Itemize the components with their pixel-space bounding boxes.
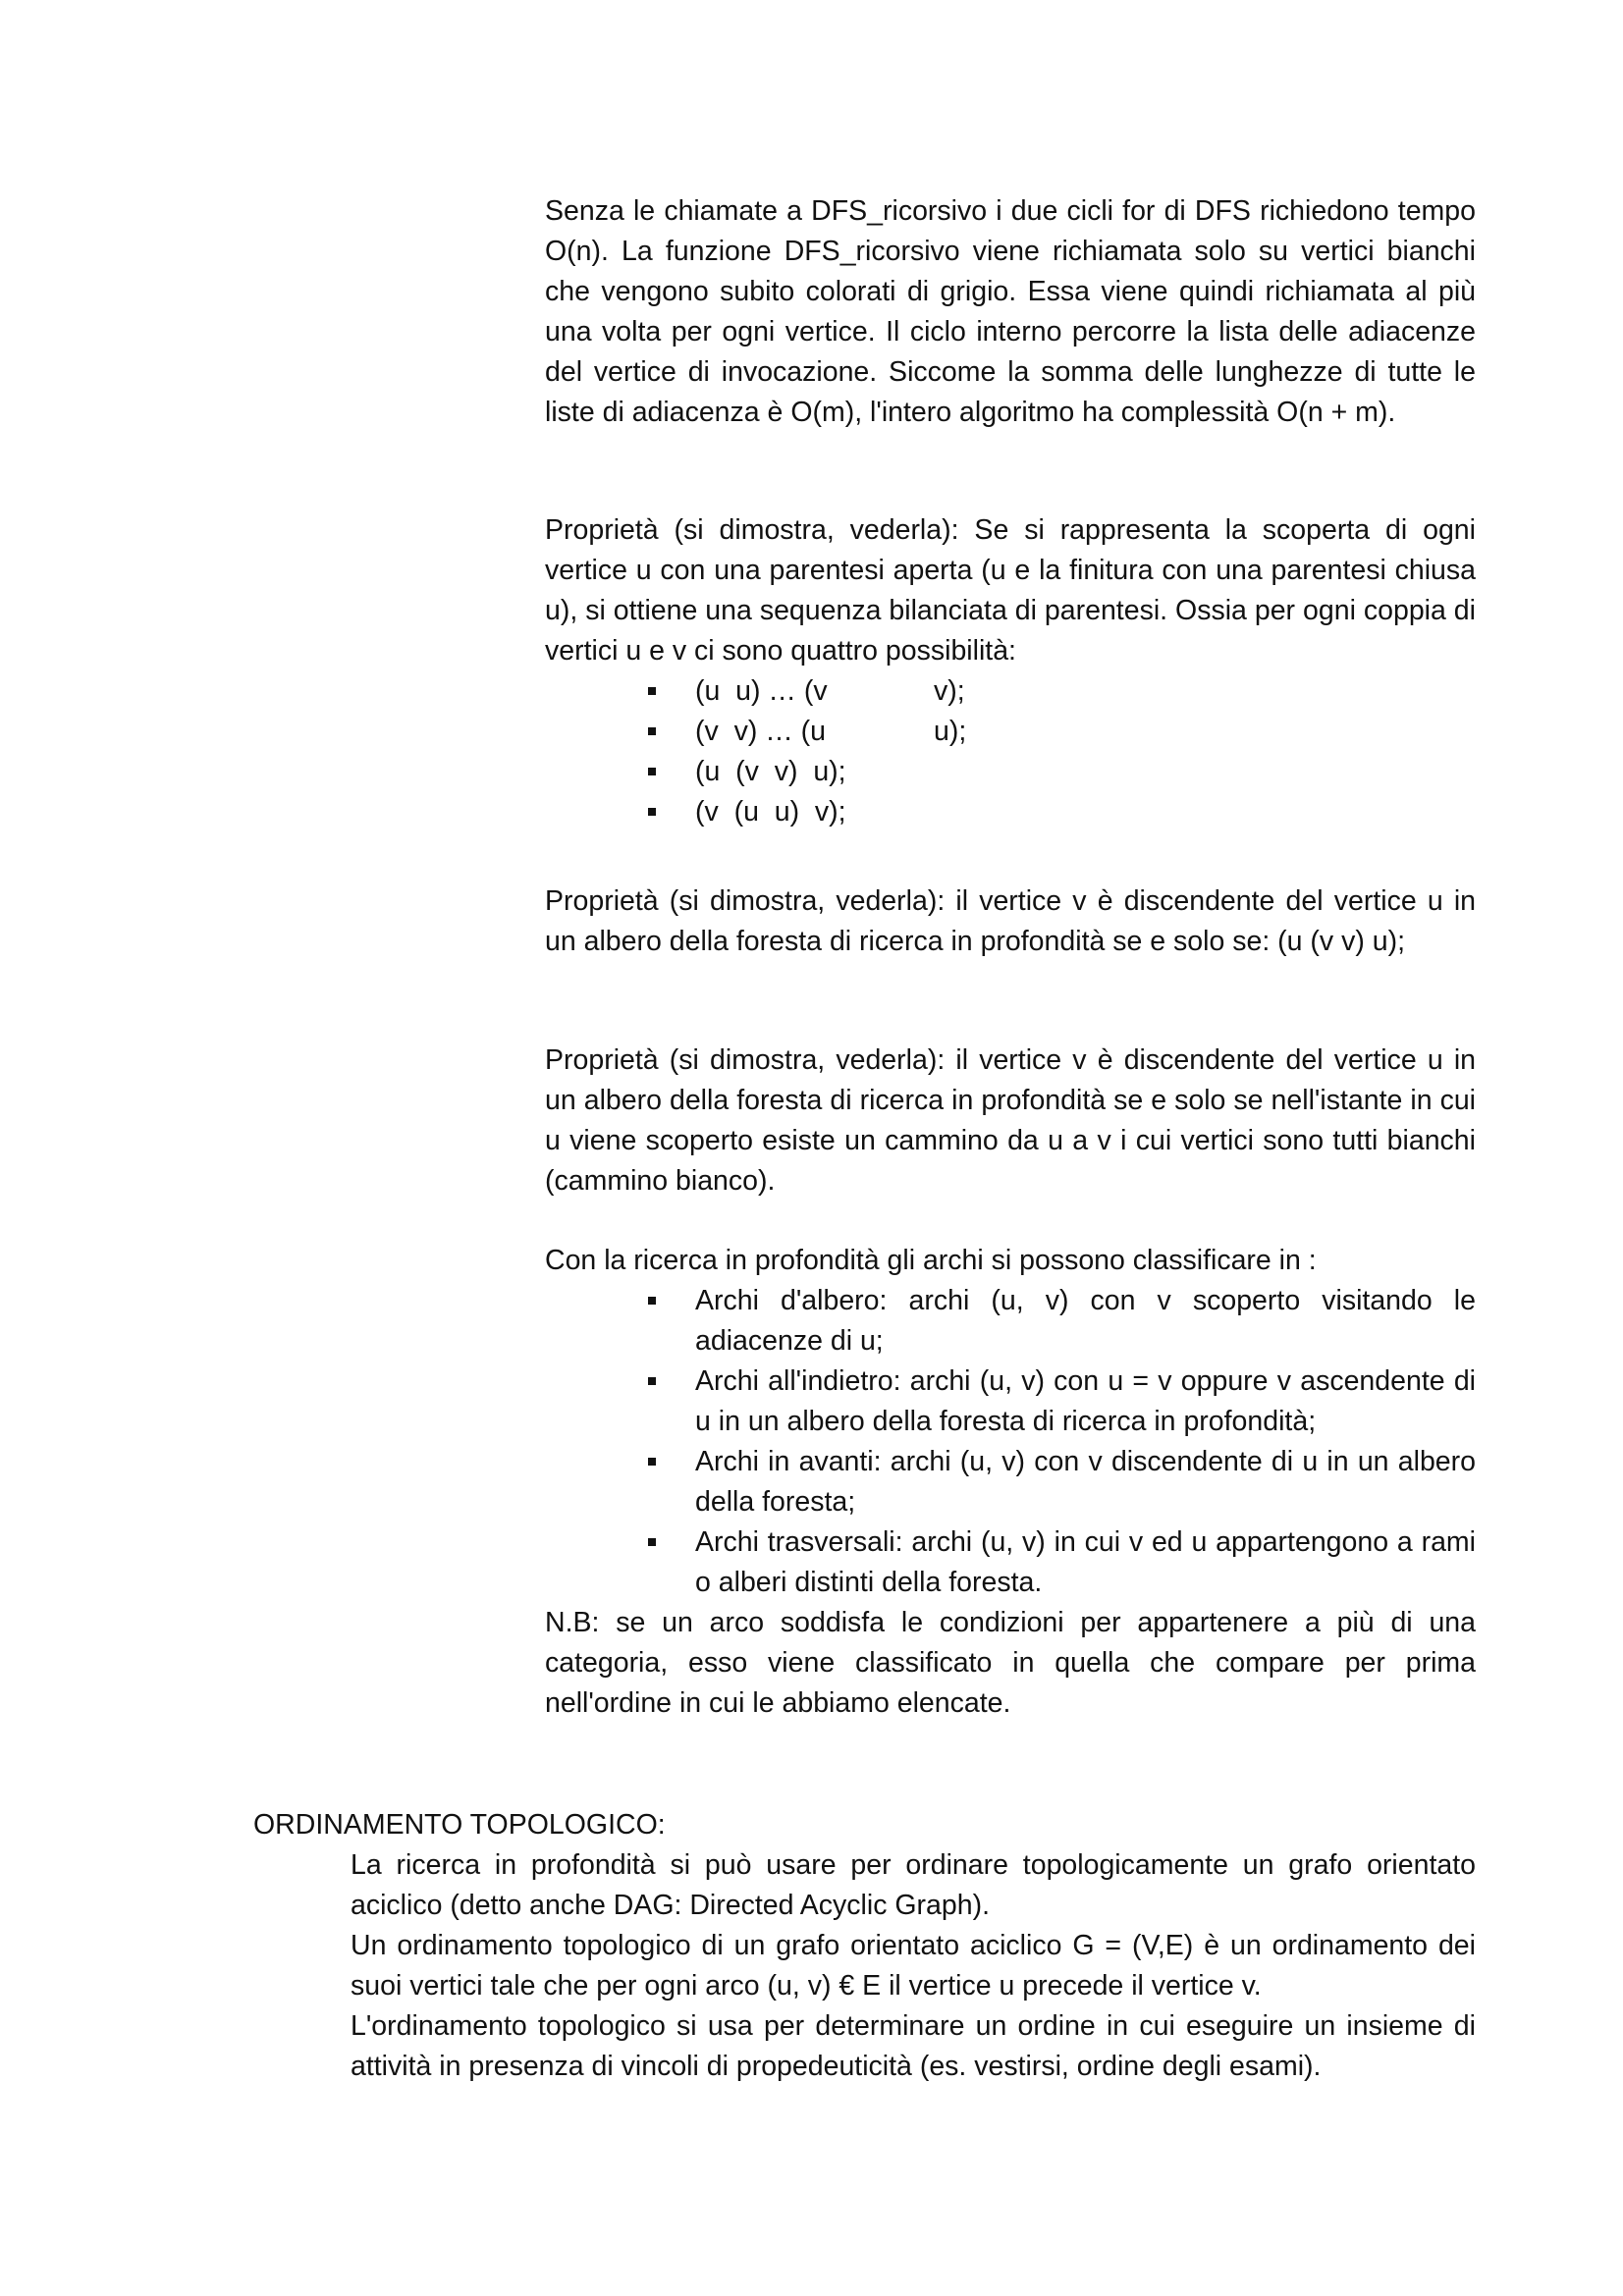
square-bullet-icon bbox=[648, 1458, 656, 1466]
square-bullet-icon bbox=[648, 1377, 656, 1385]
paragraph-text: Proprietà (si dimostra, vederla): Se si rappresenta la scoperta di ogni vertice u con una parentesi aperta (u e la finitura con una parentesi chiusa u), si ottiene una sequenza bilanciata di parentesi. Ossia per ogni coppia di vertici u e v ci sono quattro possibilità: bbox=[545, 514, 1476, 667]
list-item bbox=[545, 1442, 1476, 1522]
list-item bbox=[545, 1281, 1476, 1362]
paragraph-parenthesis-property bbox=[545, 510, 1476, 832]
list-item bbox=[545, 752, 1476, 792]
paragraph-text: Senza le chiamate a DFS_ricorsivo i due cicli for di DFS richiedono tempo O(n). La funzione DFS_ricorsivo viene richiamata solo su vertici bianchi che vengono subito colorati di grigio. Essa viene quindi richiamata al più una volta per ogni vertice. Il ciclo interno percorre la lista delle adiacenze del vertice di invocazione. Siccome la somma delle lunghezze di tutte le liste di adiacenza è O(m), l'intero algoritmo ha complessità O(n + m). bbox=[545, 195, 1476, 428]
list-item bbox=[545, 1522, 1476, 1603]
parenthesis-cases-list bbox=[545, 671, 1476, 832]
topological-sort-section bbox=[351, 1845, 1476, 2087]
paren-seq-a: (u (v v) u); bbox=[695, 756, 846, 787]
paren-seq-a: (v v) … (u bbox=[695, 716, 826, 747]
paragraph-white-path-property bbox=[545, 1041, 1476, 1201]
nb-note: N.B: se un arco soddisfa le condizioni per appartenere a più di una categoria, esso viene classificato in quella che compare per prima nell'ordine in cui le abbiamo elencate. bbox=[545, 1607, 1476, 1719]
list-item-text: Archi all'indietro: archi (u, v) con u = v oppure v ascendente di u in un albero della foresta di ricerca in profondità; bbox=[695, 1365, 1476, 1437]
paragraph-text: La ricerca in profondità si può usare per ordinare topologicamente un grafo orientato aciclico (detto anche DAG: Directed Acyclic Graph). bbox=[351, 1849, 1476, 1921]
paragraph-text: Un ordinamento topologico di un grafo orientato aciclico G = (V,E) è un ordinamento dei suoi vertici tale che per ogni arco (u, v) € E il vertice u precede il vertice v. bbox=[351, 1930, 1476, 2002]
paren-seq-a: (v (u u) v); bbox=[695, 796, 846, 828]
section-heading: ORDINAMENTO TOPOLOGICO: bbox=[253, 1809, 666, 1841]
square-bullet-icon bbox=[648, 768, 656, 775]
paragraph-edge-classification bbox=[545, 1241, 1476, 1724]
paragraph-complexity bbox=[545, 191, 1476, 433]
paren-seq-b: u); bbox=[934, 716, 967, 747]
paragraph-descendant-property bbox=[545, 881, 1476, 962]
paragraph-text: Proprietà (si dimostra, vederla): il vertice v è discendente del vertice u in un albero della foresta di ricerca in profondità se e solo se: (u (v v) u); bbox=[545, 885, 1476, 957]
list-item-text: Archi d'albero: archi (u, v) con v scoperto visitando le adiacenze di u; bbox=[695, 1285, 1476, 1357]
square-bullet-icon bbox=[648, 808, 656, 816]
paragraph-text: Con la ricerca in profondità gli archi si possono classificare in : bbox=[545, 1245, 1317, 1276]
paragraph-text: L'ordinamento topologico si usa per determinare un ordine in cui eseguire un insieme di attività in presenza di vincoli di propedeuticità (es. vestirsi, ordine degli esami). bbox=[351, 2010, 1476, 2082]
list-item bbox=[545, 1362, 1476, 1442]
edge-types-list bbox=[545, 1281, 1476, 1603]
list-item bbox=[545, 792, 1476, 832]
square-bullet-icon bbox=[648, 727, 656, 735]
list-item bbox=[545, 671, 1476, 712]
list-item-text: Archi in avanti: archi (u, v) con v discendente di u in un albero della foresta; bbox=[695, 1446, 1476, 1518]
square-bullet-icon bbox=[648, 1297, 656, 1305]
paren-seq-b: v); bbox=[934, 675, 965, 707]
square-bullet-icon bbox=[648, 687, 656, 695]
list-item bbox=[545, 712, 1476, 752]
list-item-text: Archi trasversali: archi (u, v) in cui v ed u appartengono a rami o alberi distinti della foresta. bbox=[695, 1526, 1476, 1598]
paren-seq-a: (u u) … (v bbox=[695, 675, 828, 707]
paragraph-text: Proprietà (si dimostra, vederla): il vertice v è discendente del vertice u in un albero della foresta di ricerca in profondità se e solo se nell'istante in cui u viene scoperto esiste un cammino da u a v i cui vertici sono tutti bianchi (cammino bianco). bbox=[545, 1044, 1476, 1197]
square-bullet-icon bbox=[648, 1538, 656, 1546]
